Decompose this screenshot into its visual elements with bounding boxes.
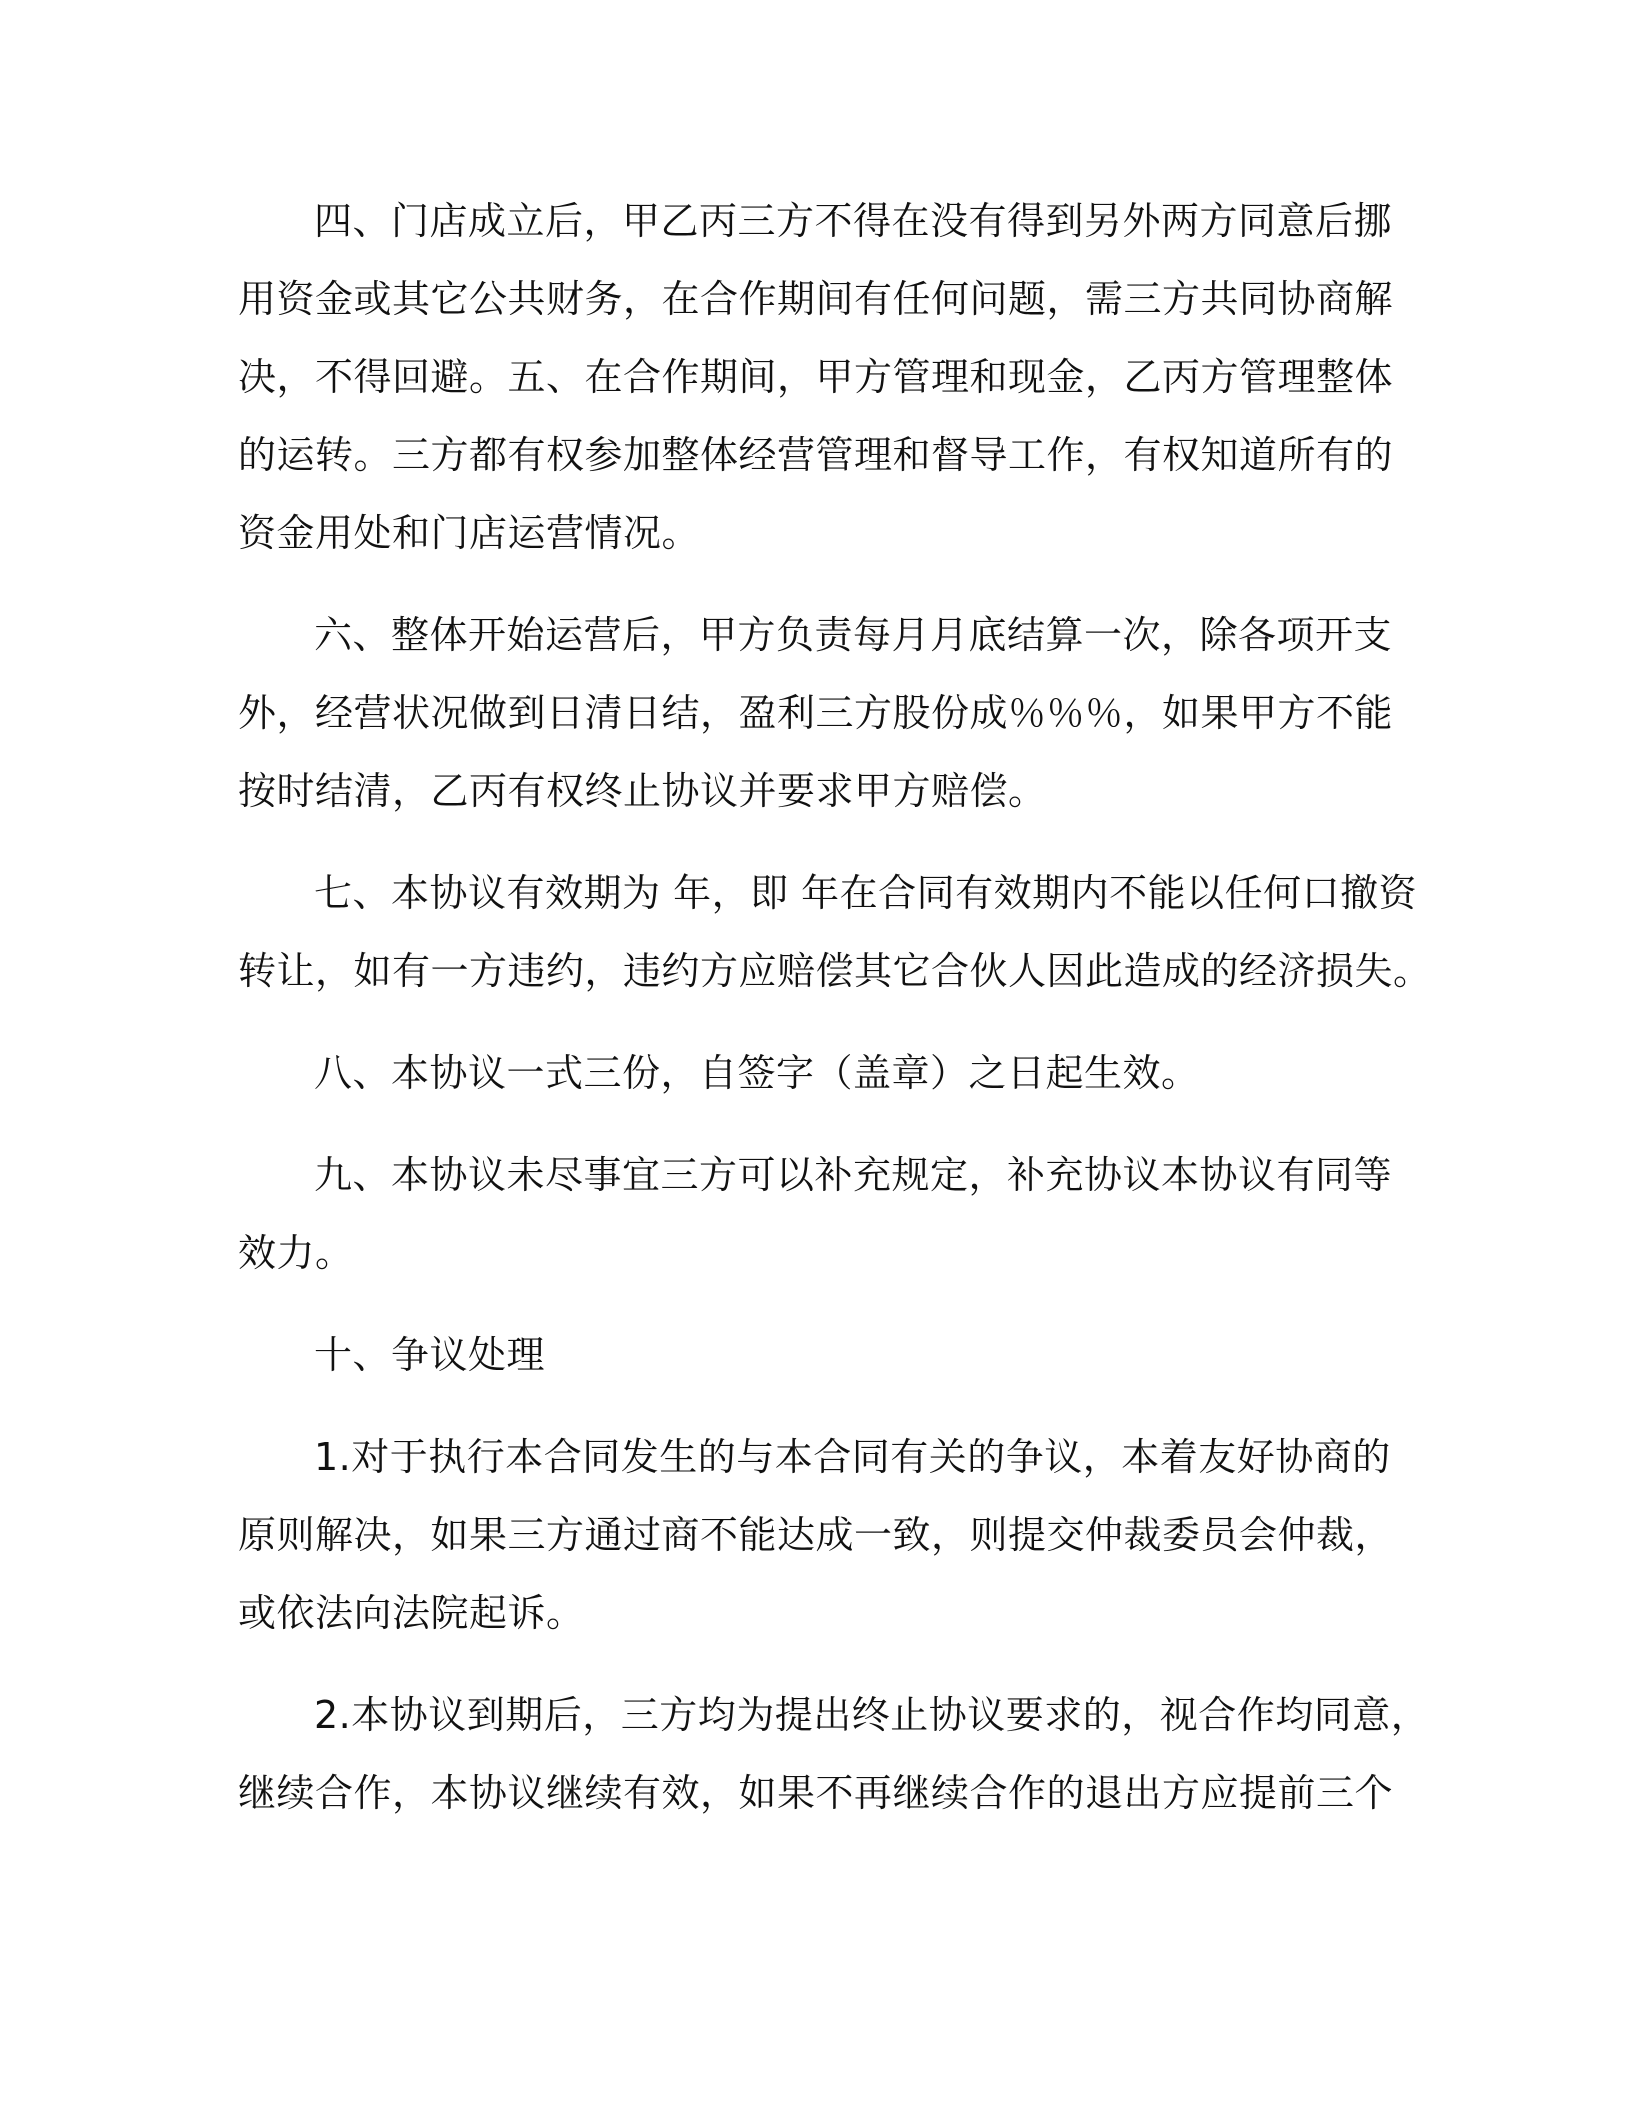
text-line: 原则解决，如果三方通过商不能达成一致，则提交仲裁委员会仲裁， bbox=[238, 1513, 1394, 1557]
text-line: 继续合作，本协议继续有效，如果不再继续合作的退出方应提前三个 bbox=[238, 1771, 1394, 1815]
clause-7-paragraph bbox=[238, 854, 1432, 1010]
clause-10-heading bbox=[238, 1316, 1388, 1394]
clause-4-5-paragraph bbox=[238, 182, 1394, 572]
text-line: 按时结清，乙丙有权终止协议并要求甲方赔偿。 bbox=[238, 769, 1047, 813]
text-line: 外，经营状况做到日清日结，盈利三方股份成％％％，如果甲方不能 bbox=[238, 691, 1394, 735]
text-line: 决，不得回避。五、在合作期间，甲方管理和现金，乙丙方管理整体 bbox=[238, 355, 1394, 399]
text-line: 效力。 bbox=[238, 1231, 354, 1275]
text-line: 六、整体开始运营后，甲方负责每月月底结算一次，除各项开支 bbox=[314, 613, 1393, 657]
text-line: 八、本协议一式三份，自签字（盖章）之日起生效。 bbox=[314, 1051, 1200, 1095]
text-line: 九、本协议未尽事宜三方可以补充规定，补充协议本协议有同等 bbox=[314, 1153, 1393, 1197]
section-heading: 十、争议处理 bbox=[314, 1333, 546, 1377]
text-line: 四、门店成立后，甲乙丙三方不得在没有得到另外两方同意后挪 bbox=[314, 199, 1393, 243]
text-line: 转让，如有一方违约，违约方应赔偿其它合伙人因此造成的经济损失。 bbox=[238, 949, 1432, 993]
clause-9-paragraph bbox=[238, 1136, 1393, 1292]
document-body bbox=[238, 182, 1432, 1856]
text-line: 的运转。三方都有权参加整体经营管理和督导工作，有权知道所有的 bbox=[238, 433, 1394, 477]
clause-8-paragraph bbox=[238, 1034, 1388, 1112]
text-line: 资金用处和门店运营情况。 bbox=[238, 511, 701, 555]
text-line: 2.本协议到期后，三方均为提出终止协议要求的，视合作均同意， bbox=[314, 1693, 1430, 1737]
clause-6-paragraph bbox=[238, 596, 1394, 830]
text-line: 七、本协议有效期为 年，即 年在合同有效期内不能以任何口撤资 bbox=[314, 871, 1418, 915]
text-line: 用资金或其它公共财务，在合作期间有任何问题，需三方共同协商解 bbox=[238, 277, 1394, 321]
clause-10-1-paragraph bbox=[238, 1418, 1394, 1652]
text-line: 或依法向法院起诉。 bbox=[238, 1591, 585, 1635]
text-line: 1.对于执行本合同发生的与本合同有关的争议，本着友好协商的 bbox=[314, 1435, 1391, 1479]
clause-10-2-paragraph bbox=[238, 1676, 1430, 1832]
